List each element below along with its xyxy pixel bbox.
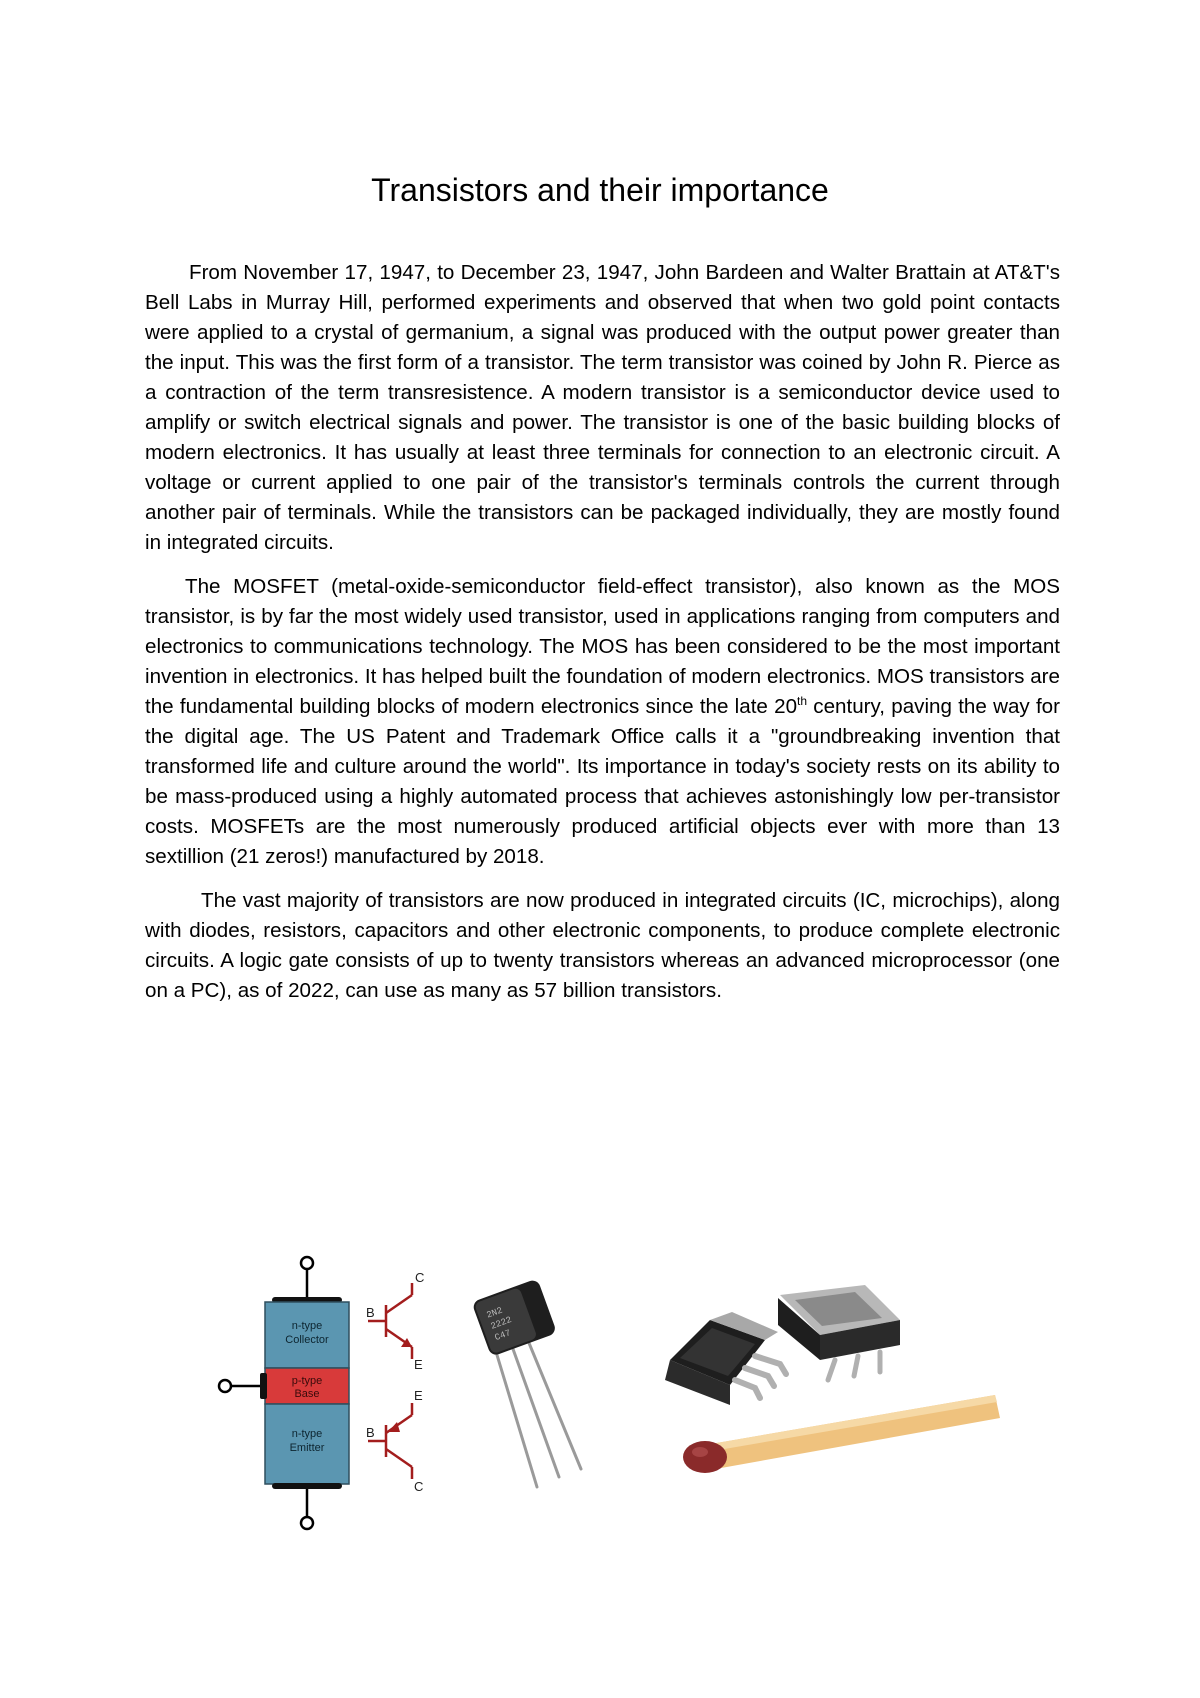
paragraph-mosfet-part2: century, paving the way for the digital age. The US Patent and Trademark Office calls it a "groundbreaking invention that transformed life and culture around the world". Its importance in today's society rests on its ability to be mass-produced using a highly automated process that achieves astonishingly low per-transistor costs. MOSFETs are the most numerously produced artificial objects ever with more than 13 sextillion (21 zeros!) manufactured by 2018. bbox=[145, 695, 1060, 868]
page-title: Transistors and their importance bbox=[371, 172, 829, 208]
paragraph-mosfet-part1: The MOSFET (metal-oxide-semiconductor field-effect transistor), also known as the MOS transistor, is by far the most widely used transistor, used in applications ranging from computers and electronics to communications technology. The MOS has been considered to be the most important invention in electronics. It has helped built the foundation of modern electronics. MOS transistors are the fundamental building blocks of modern electronics since the late 20 bbox=[145, 575, 1060, 718]
pnp-emitter-label: E bbox=[414, 1388, 423, 1403]
to92-marking-line1: 2N2 bbox=[485, 1305, 504, 1321]
transistor-figures bbox=[0, 1255, 1200, 1535]
pnp-collector-label: C bbox=[414, 1479, 424, 1494]
paragraph-integrated-circuits: The vast majority of transistors are now produced in integrated circuits (IC, microchips), along with diodes, resistors, capacitors and other electronic components, to produce complete electronic circuits. A logic gate consists of up to twenty transistors whereas an advanced microprocessor (one on a PC), as of 2022, can use as many as 57 billion transistors. bbox=[145, 889, 1060, 1002]
npn-emitter-label: E bbox=[414, 1357, 423, 1372]
power-package-rear bbox=[778, 1285, 900, 1380]
body-text bbox=[145, 258, 1060, 1020]
to92-transistor-photo bbox=[455, 1277, 615, 1497]
transistor-symbols bbox=[368, 1265, 438, 1495]
base-label-line1: p-type bbox=[291, 1375, 323, 1387]
to92-marking-line2: 2222 bbox=[489, 1314, 514, 1332]
emitter-label-line2: Emitter bbox=[289, 1442, 325, 1454]
power-package-front bbox=[665, 1312, 786, 1405]
power-transistors-photo bbox=[650, 1280, 1010, 1480]
to92-marking-line3: C47 bbox=[493, 1328, 513, 1344]
collector-label-line1: n-type bbox=[291, 1320, 323, 1332]
paragraph-history: From November 17, 1947, to December 23, 1947, John Bardeen and Walter Brattain at AT&T's Bell Labs in Murray Hill, performed experiments and observed that when two gold point contacts were applied to a crystal of germanium, a signal was produced with the output power greater than the input. This was the first form of a transistor. The term transistor was coined by John R. Pierce as a contraction of the term transresistence. A modern transistor is a semiconductor device used to amplify or switch electrical signals and power. The transistor is one of the basic building blocks of modern electronics. It has usually at least three terminals for connection to an electronic circuit. A voltage or current applied to one pair of the transistor's terminals controls the current through another pair of terminals. While the transistors can be packaged individually, they are mostly found in integrated circuits. bbox=[145, 261, 1060, 554]
paragraph-mosfet bbox=[145, 572, 1060, 872]
collector-label-line2: Collector bbox=[285, 1334, 329, 1346]
npn-collector-label: C bbox=[415, 1270, 425, 1285]
npn-base-label: B bbox=[366, 1305, 375, 1320]
pnp-base-label: B bbox=[366, 1425, 375, 1440]
superscript-th: th bbox=[797, 694, 808, 709]
emitter-label-line1: n-type bbox=[291, 1428, 323, 1440]
base-label-line2: Base bbox=[294, 1388, 320, 1400]
matchstick bbox=[683, 1395, 1000, 1473]
npn-structure-diagram bbox=[215, 1255, 365, 1535]
